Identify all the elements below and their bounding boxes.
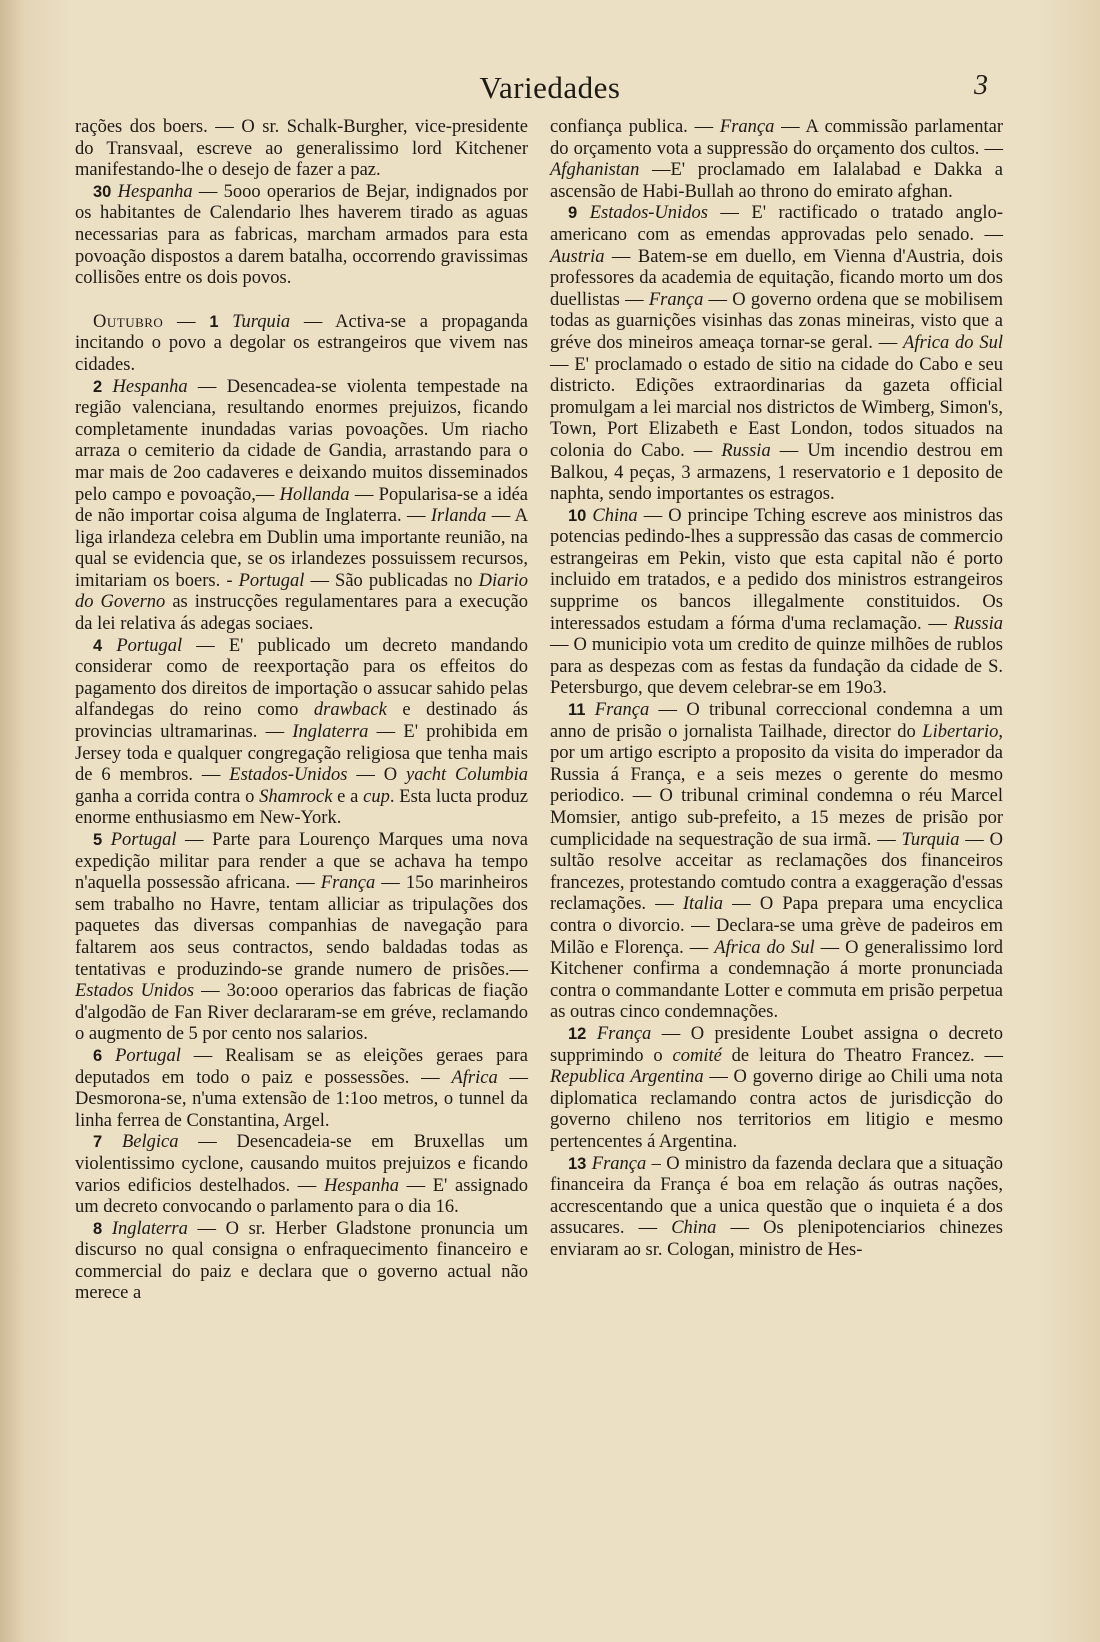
country-name: Irlanda [430, 506, 487, 527]
paragraph [75, 1219, 528, 1305]
country-name: Inglaterra [292, 722, 369, 743]
day-number: 5 [93, 831, 103, 849]
day-number: 9 [568, 204, 578, 223]
country-name: Inglaterra [111, 1218, 188, 1239]
country-name: Russia [721, 440, 771, 461]
paragraph [550, 117, 1003, 203]
country-name: Portugal [116, 635, 183, 656]
country-name: Portugal [238, 570, 305, 591]
day-number: 8 [93, 1219, 103, 1238]
entry-text: — O governo ordena que se mobilisem todas as guarnições visinhas das zonas mineiras, visto que a gréve dos mineiros ameaça tornar-se geral. — [550, 289, 1004, 353]
italic-term: comité [672, 1045, 722, 1066]
entry-text: — O Papa prepara uma encyclica contra o divorcio. — Declara-se uma grève de padeiros em Milão e Florença. — [550, 894, 1003, 958]
entry-text: — Parte para Lourenço Marques uma nova expedição militar para render a que se achava ha tempo n'aquella possessão africana. — [75, 830, 528, 894]
entry-text: — Um incendio destrou em Balkou, 4 peças, 3 armazens, 1 reservatorio e 1 deposito de naphta, sendo importantes os estragos. [550, 440, 1003, 505]
entry-text: confiança publica. — [550, 117, 720, 137]
italic-term: Diario do Governo [75, 570, 528, 613]
entry-text: — Desencadeia-se em Bruxellas um violentissimo cyclone, causando muitos prejuizos e ficando varios edificios destelhados. — [75, 1132, 529, 1196]
paragraph [550, 203, 1003, 505]
country-name: Africa [451, 1067, 498, 1088]
paragraph [550, 1024, 1003, 1154]
page-number: 3 [974, 70, 988, 101]
entry-text: , por um artigo escripto a proposito da visita do imperador da Russia á França, e a seis mezes o gerente do mesmo periodico. — O tribunal criminal condemna o réu Marcel Momsier, antigo sub-prefeito, a 15 mezes de prisão por cumplicidade na sequestração de sua irmã. — [550, 721, 1003, 850]
entry-text: — O sultão resolve acceitar as reclamações dos financeiros francezes, protestando comtudo contra a exaggeração d'essas reclamações. — [550, 829, 1003, 915]
entry-text: — O principe Tching escreve aos ministros das potencias pedindo-lhes a suppressão das casas de commercio estrangeiras em Pekin, visto que esta capital não é porto incluido em tratados, e a pedido dos ministros estrangeiros supprime os bancos illegalmente constituidos. Os interessados estudam a fórma d'uma reclamação. — [550, 505, 1003, 634]
entry-text: — Popularisa-se a idéa de não importar coisa alguma de Inglaterra. — [75, 484, 529, 527]
country-name: França [596, 1023, 652, 1044]
entry-text: — O sr. Herber Gladstone pronuncia um discurso no qual consigna o enfraquecimento financeiro e commercial do paiz e declara que o governo actual não merece a [75, 1218, 528, 1304]
entry-text: — Desencadea-se violenta tempestade na região valenciana, resultando enormes prejuizos, ficando completamente inundadas varias povoações. Um riacho arraza o cemiterio da cidade de Gandia, arrastando para o mar mais de 2oo cadaveres e deixando muitos disseminados pelo campo e povoação,— [75, 376, 529, 505]
left-column [75, 117, 528, 1305]
country-name: Belgica [121, 1132, 179, 1153]
page-header [0, 70, 1100, 110]
country-name: Turquia [232, 311, 291, 332]
country-name: Italia [682, 894, 723, 915]
entry-text: — E' publicado um decreto mandando considerar como de reexportação para os effeitos do pagamento dos direitos de importação o assucar sahido pelas alfandegas do reino como [75, 635, 528, 721]
entry-text: — O presidente Loubet assigna o decreto supprimindo o [550, 1023, 1003, 1066]
country-name: Turquia [901, 829, 960, 850]
entry-text: — São publicadas no [304, 570, 479, 591]
entry-text: — Batem-se em duello, em Vienna d'Austria, dois professores da academia de equitação, ficando morto um dos duellistas — [550, 246, 1003, 310]
paragraph [550, 506, 1003, 700]
country-name: França [594, 700, 650, 721]
right-column [550, 117, 1003, 1261]
entry-text: — 5ooo operarios de Bejar, indignados por os habitantes de Calendario lhes haverem tirado as aguas necessarias para as fabricas, marcham armados para esta povoação dispostos a darem batalha, occorrendo gravissimas collisões entre os dois povos. [75, 181, 529, 289]
country-name: Estados-Unidos [229, 765, 348, 786]
country-name: Republica Argentina [550, 1067, 704, 1088]
entry-text: — Activa-se a propaganda incitando o povo a degolar os estrangeiros que vivem nas cidades. [75, 311, 529, 375]
entry-text: — O generalissimo lord Kitchener confirma a condemnação á morte pronunciada contra o commandante Lotter e commuta em prisão perpetua as outras cinco condemnações. [550, 937, 1003, 1023]
day-number: 6 [93, 1046, 103, 1065]
entry-text: — Realisam se as eleições geraes para deputados em todo o paiz e possessões. — [75, 1045, 528, 1088]
country-name: China [671, 1218, 717, 1239]
country-name: Portugal [110, 830, 177, 850]
country-name: Hespanha [117, 181, 193, 202]
country-name: Afghanistan [550, 160, 640, 181]
country-name: Austria [550, 246, 605, 267]
day-number: 1 [209, 312, 219, 331]
entry-text: — A liga irlandeza celebra em Dublin uma importante reunião, na qual se evidencia que, se os irlandezes possuissem recursos, imitariam os boers. - [75, 506, 528, 591]
country-name: Portugal [115, 1045, 181, 1066]
entry-text: as instrucções regulamentares para a execução da lei relativa ás adegas sociaes. [75, 592, 529, 635]
entry-text: — E' proclamado o estado de sitio na cidade do Cabo e seu districto. Edições extraordinarias da gazeta official promulgam a lei marcial nos districtos de Wimberg, Simon's, Town, Port Elizabeth e East London, todos situados na colonia do Cabo. — [550, 354, 1003, 461]
paragraph [75, 182, 528, 290]
country-name: França [648, 289, 704, 310]
paragraph [75, 636, 528, 830]
entry-text: rações dos boers. — O sr. Schalk-Burgher, vice-presidente do Transvaal, escreve ao generalissimo lord Kitchener manifestando-lhe o desejo de fazer a paz. [75, 117, 528, 181]
entry-text: — A commissão parlamentar do orçamento vota a suppressão do orçamento dos cultos. — [550, 117, 1003, 159]
country-name: Hollanda [279, 484, 350, 505]
paragraph [75, 377, 528, 636]
entry-text: — E' ractificado o tratado anglo-americano com as emendas approvadas pelo senado. — [550, 203, 1003, 245]
paragraph: Outubro — 1 Turquia — Activa-se a propaganda incitando o povo a degolar os estrangeiros que vivem nas cidades. [75, 311, 529, 375]
country-name: França [320, 873, 376, 894]
day-number: 13 [568, 1154, 587, 1173]
entry-text: de leitura do Theatro Francez. — [721, 1045, 1004, 1066]
entry-text: — O governo dirige ao Chili uma nota diplomatica reclamando contra actos de jurisdicção do governo chileno nos territorios em litigio e mesmo pertencentes á Argentina. [550, 1067, 1003, 1152]
entry-text: — O [347, 765, 407, 786]
day-number: 4 [93, 636, 103, 655]
entry-text: — O tribunal correccional condemna a um anno de prisão o jornalista Tailhade, director do [550, 700, 1004, 742]
country-name: Estados-Unidos [589, 203, 708, 224]
month-heading: Outubro [93, 311, 164, 332]
page-title: Variedades [479, 70, 621, 105]
paragraph [550, 1154, 1003, 1262]
day-number: 30 [93, 182, 112, 201]
paragraph [75, 117, 528, 182]
entry-text: — 15o marinheiros sem trabalho no Havre, tentam alliciar as tripulações dos paquetes das diversas companhias de navegação para faltarem aos seus contractos, sendo baldadas todas as tentativas e produzindo-se grande numero de prisões.— [75, 873, 528, 980]
italic-term: yacht Columbia [406, 765, 528, 786]
day-number: 11 [568, 701, 586, 720]
entry-text: – O ministro da fazenda declara que a situação financeira da França é boa em relação ás outras nações, accrescentando que a unica questão que o inquieta é a dos assucares. — [550, 1153, 1003, 1239]
italic-term: drawback [313, 700, 387, 721]
entry-text: — Os plenipotenciarios chinezes enviaram ao sr. Cologan, ministro de Hes- [550, 1218, 1003, 1260]
entry-text: — 3o:ooo operarios das fabricas de fiação d'algodão de Fan River declararam-se em gréve, reclamando o augmento de 5 por cento nos salarios. [75, 981, 528, 1045]
day-number: 12 [568, 1024, 587, 1043]
paragraph [75, 1132, 528, 1218]
paragraph [75, 1046, 528, 1132]
entry-text: — O municipio vota um credito de quinze milhões de rublos para as despezas com as festas da fundação da cidade de S. Petersburgo, que devem celebrar-se em 19o3. [550, 635, 1003, 699]
entry-text: ganha a corrida contra o [75, 786, 260, 807]
entry-text: —E' proclamado em Ialalabad e Dakka a ascensão de Habi-Bullah ao throno do emirato afghan. [550, 160, 1003, 202]
entry-text: — E' prohibida em Jersey toda e qualquer congregação religiosa que tenha mais de 6 membros. — [75, 722, 528, 786]
day-number: 7 [93, 1133, 103, 1152]
country-name: França [591, 1153, 647, 1174]
italic-term: Libertario [922, 721, 999, 742]
country-name: Hespanha [323, 1175, 399, 1196]
entry-text: . Esta lucta produz enorme enthusiasmo em New-York. [75, 786, 528, 829]
country-name: França [719, 117, 775, 137]
country-name: Estados Unidos [75, 981, 195, 1002]
paragraph [550, 700, 1003, 1024]
country-name: Hespanha [112, 376, 188, 397]
italic-term: cup [363, 786, 390, 807]
day-number: 2 [93, 377, 103, 396]
entry-text: — Desmorona-se, n'uma extensão de 1:1oo metros, o tunnel da linha ferrea de Constantina, Argel. [75, 1067, 528, 1131]
italic-term: Shamrock [259, 786, 333, 807]
day-number: 10 [568, 506, 587, 525]
country-name: China [592, 505, 638, 526]
country-name: Africa do Sul [714, 937, 815, 958]
country-name: Africa do Sul [903, 332, 1003, 353]
paragraph [75, 830, 528, 1046]
entry-text: — E' assignado um decreto convocando o parlamento para o dia 16. [75, 1175, 528, 1218]
entry-text: e a [332, 786, 364, 807]
country-name: Russia [953, 613, 1003, 634]
entry-text: e destinado ás provincias ultramarinas. — [75, 700, 528, 743]
